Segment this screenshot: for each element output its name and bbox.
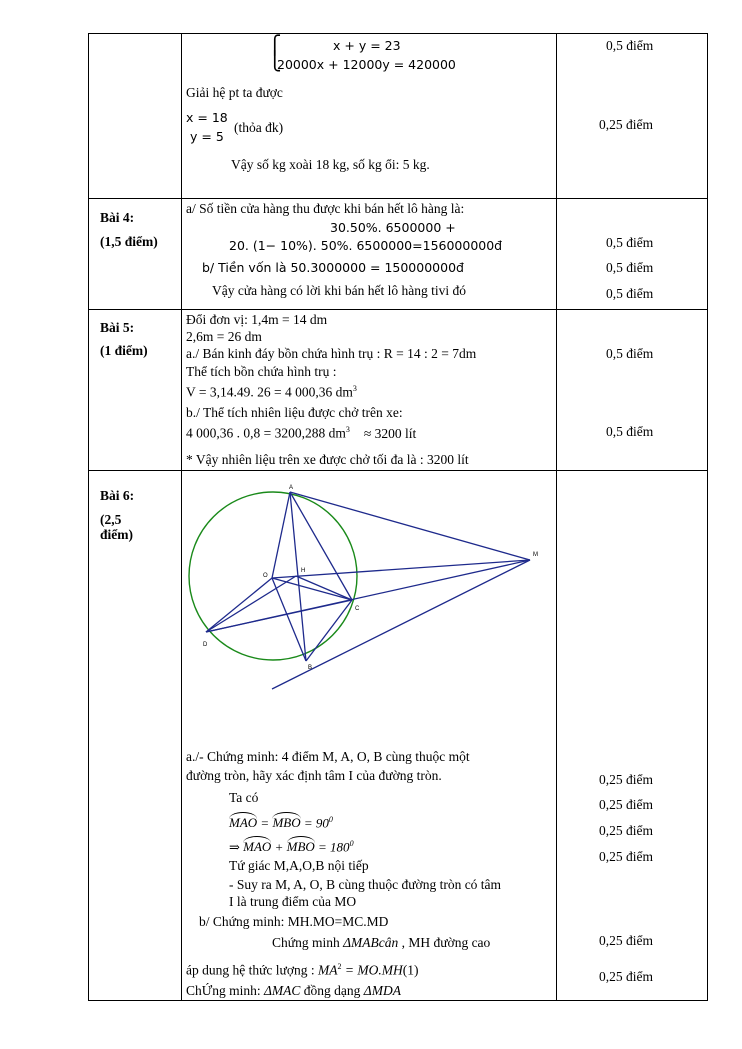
bai5-conclusion: * Vậy nhiên liệu trên xe được chở tối đa là : 3200 lít (186, 452, 469, 467)
bai5-line: 2,6m = 26 dm (186, 329, 262, 344)
points: 0,25 điểm (599, 772, 653, 787)
brace-bottom: ⎩ (268, 51, 282, 72)
bai5-fuel: 4 000,36 . 0,8 = 3200,288 $dm^3 \approx 3200$ lít (186, 425, 417, 441)
points: 0,25 điểm (599, 969, 653, 984)
label-b: B (308, 665, 313, 671)
bai5-line: Đổi đơn vị: 1,4m = 14 dm (186, 312, 328, 327)
bai5-line: a./ Bán kinh đáy bồn chứa hình trụ : R = 14 : 2 = 7dm (186, 346, 477, 361)
system-eq-1: x + y = 23 (333, 38, 401, 53)
points: 0,25 điểm (599, 849, 653, 864)
label-d: D (203, 642, 208, 648)
solution-x: x = 18 (186, 110, 228, 125)
bai4-formula-2: 20. (1− 10%). 50%. 6500000=156000000đ (229, 238, 503, 253)
bai4-conclusion: Vậy cửa hàng có lời khi bán hết lô hàng tivi đó (212, 283, 467, 298)
points: 0,5 điểm (606, 424, 654, 439)
brace-top: ⎧ (268, 35, 282, 56)
bai4-formula-1: 30.50%. 6500000 + (330, 220, 456, 235)
part-a-line: a./- Chứng minh: 4 điểm M, A, O, B cùng thuộc một (186, 749, 470, 764)
bai6-score: điểm) (100, 527, 133, 542)
points: 0,5 điểm (606, 260, 654, 275)
label-a: A (289, 485, 294, 491)
ta-co: Ta có (229, 790, 259, 805)
points: 0,25 điểm (599, 797, 653, 812)
angle-sum: ⇒ MAO + MBO = $180^0$ (229, 839, 354, 855)
points: 0,5 điểm (606, 235, 654, 250)
angle-equation: MAO = MBO = $90^0$ (229, 815, 333, 831)
label-o: O (263, 573, 268, 579)
solution-y: y = 5 (190, 129, 224, 144)
label-c: C (355, 606, 360, 612)
bai5-title: Bài 5: (100, 320, 135, 335)
part-a-line: đường tròn, hãy xác định tâm I của đường tròn. (186, 768, 442, 783)
bai6-score: (2,5 (100, 512, 122, 527)
part-b-line: ChỨng minh: ΔMAC đồng dạng ΔMDA (186, 983, 401, 998)
points: 0,25 điểm (599, 823, 653, 838)
system-eq-2: 20000x + 12000y = 420000 (277, 57, 456, 72)
solve-text: Giải hệ pt ta được (186, 85, 283, 100)
bai4-part-b: b/ Tiền vốn là 50.3000000 = 150000000đ (202, 260, 464, 275)
bai3-conclusion: Vậy số kg xoài 18 kg, số kg ổi: 5 kg. (231, 157, 430, 172)
bai5-line: Thể tích bồn chứa hình trụ : (186, 364, 337, 379)
label-h: H (301, 568, 306, 574)
points: 0,25 điểm (599, 117, 653, 132)
points: 0,5 điểm (606, 346, 654, 361)
conclusion-line: I là trung điểm của MO (229, 894, 357, 909)
part-b: b/ Chứng minh: MH.MO=MC.MD (199, 914, 389, 929)
bai4-part-a: a/ Số tiền cửa hàng thu được khi bán hết lô hàng là: (186, 201, 465, 216)
condition-note: (thỏa đk) (234, 120, 284, 135)
cyclic-quad: Tứ giác M,A,O,B nội tiếp (229, 858, 369, 873)
bai6-title: Bài 6: (100, 488, 135, 503)
conclusion-line: - Suy ra M, A, O, B cùng thuộc đường tròn có tâm (229, 877, 502, 892)
points: 0,25 điểm (599, 933, 653, 948)
bai4-score: (1,5 điểm) (100, 234, 158, 249)
bai5-score: (1 điểm) (100, 343, 148, 358)
bai5-volume: V = 3,14.49. 26 = 4 000,36 $dm^3$ (186, 384, 357, 400)
part-b-line: áp dung hệ thức lượng : $MA^2 = MO.MH(1)$ (186, 962, 419, 978)
part-b-line: Chứng minh ΔMABcân , MH đường cao (272, 935, 491, 950)
bai5-line: b./ Thể tích nhiên liệu được chở trên xe: (186, 405, 403, 420)
bai4-title: Bài 4: (100, 210, 135, 225)
points: 0,5 điểm (606, 286, 654, 301)
points: 0,5 điểm (606, 38, 654, 53)
label-m: M (533, 552, 538, 558)
